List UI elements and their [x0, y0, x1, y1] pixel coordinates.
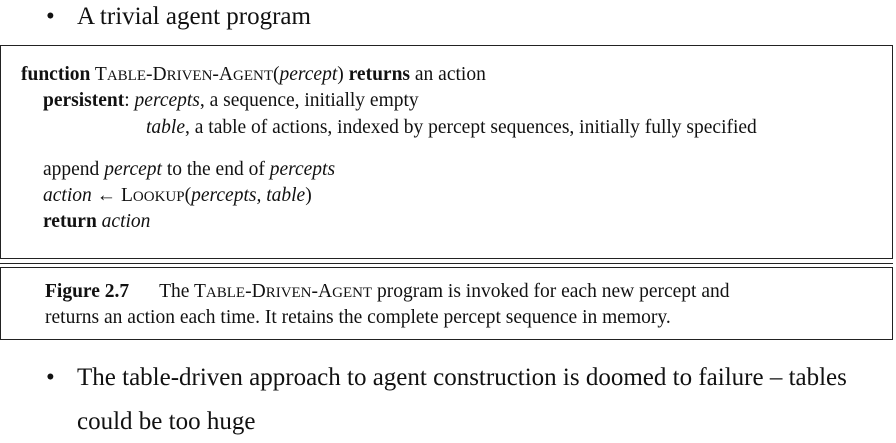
variable-percept: percept	[104, 159, 162, 180]
figure-caption	[0, 268, 893, 340]
caption-line-2: returns an action each time. It retains the complete percept sequence in memory.	[45, 307, 671, 328]
assignment-arrow: ←	[96, 185, 117, 206]
table-description: , a table of actions, indexed by percept sequences, initially fully specified	[185, 117, 757, 138]
bullet-symbol: •	[46, 3, 55, 30]
keyword-return: return	[43, 211, 97, 232]
percepts-description: , a sequence, initially empty	[199, 90, 419, 111]
variable-table: table	[146, 117, 185, 138]
keyword-function: function	[21, 64, 91, 85]
append-statement: append percept to the end of percepts	[43, 159, 336, 180]
figure-label: Figure 2.7	[45, 281, 130, 302]
bullet-text: A trivial agent program	[77, 3, 311, 30]
variable-percepts: percepts	[134, 90, 200, 111]
function-signature-line: function TABLE-DRIVEN-AGENT(percept) returns an action	[21, 64, 486, 85]
lookup-statement	[43, 184, 312, 209]
variable-action: action	[43, 185, 92, 206]
caption-agent-name: TABLE-DRIVEN-AGENT	[194, 281, 373, 302]
return-statement	[43, 210, 150, 234]
bullet-item-trivial-agent	[46, 0, 311, 34]
keyword-persistent: persistent	[43, 90, 125, 111]
returns-description: an action	[414, 64, 486, 85]
bullet-item-table-driven	[46, 361, 847, 395]
function-param: percept	[279, 64, 338, 85]
caption-line-1: Figure 2.7 The TABLE-DRIVEN-AGENT program is invoked for each new percept and	[45, 281, 730, 302]
table-declaration-line	[146, 116, 757, 140]
lookup-call: LOOKUP(percepts, table)	[121, 185, 312, 206]
persistent-line: persistent: percepts, a sequence, initially empty	[43, 90, 419, 111]
keyword-returns: returns	[348, 64, 411, 85]
bullet-text-continuation: could be too huge	[77, 408, 256, 435]
variable-action: action	[101, 211, 151, 232]
function-name: TABLE-DRIVEN-AGENT	[94, 64, 273, 85]
bullet-symbol: •	[46, 364, 55, 391]
variable-percepts: percepts	[269, 159, 336, 180]
bullet-text: The table-driven approach to agent construction is doomed to failure – tables	[77, 364, 847, 391]
algorithm-box	[0, 45, 893, 259]
